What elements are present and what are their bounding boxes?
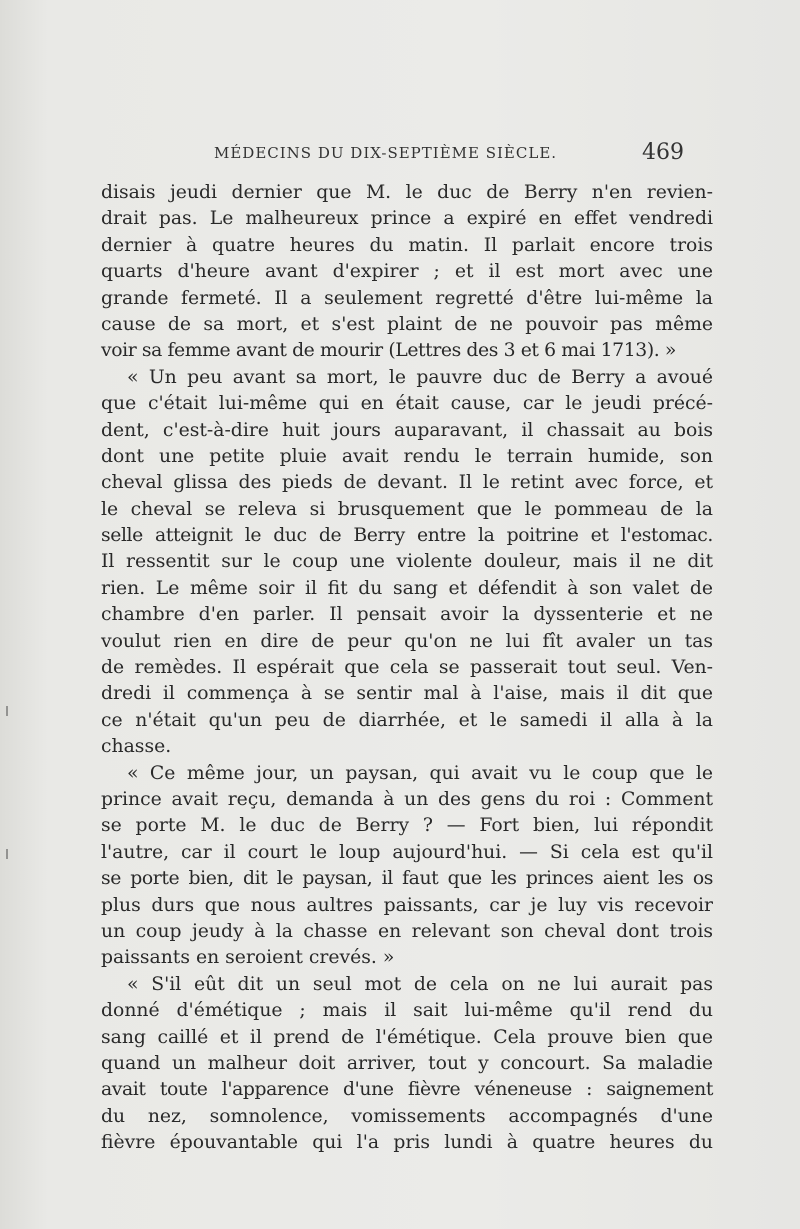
text-line: fièvre épouvantable qui l'a pris lundi à quatre heures du <box>101 1132 713 1154</box>
text-line: « Un peu avant sa mort, le pauvre duc de Berry a avoué <box>127 366 713 388</box>
text-line: se porte M. le duc de Berry ? — Fort bien, lui répondit <box>101 815 713 837</box>
text-line: grande fermeté. Il a seulement regretté d'être lui-même la <box>101 287 713 309</box>
text-line: disais jeudi dernier que M. le duc de Berry n'en revien- <box>101 182 713 203</box>
text-line: drait pas. Le malheureux prince a expiré en effet vendredi <box>101 208 713 230</box>
text-line: avait toute l'apparence d'une fièvre véneneuse : saignement <box>101 1079 713 1101</box>
text-line: se porte bien, dit le paysan, il faut que les princes aient les os <box>101 868 713 890</box>
text-line: voulut rien en dire de peur qu'on ne lui fît avaler un tas <box>101 630 713 652</box>
text-line: « Ce même jour, un paysan, qui avait vu le coup que le <box>127 762 713 784</box>
text-line: chasse. <box>101 736 172 758</box>
text-line: le cheval se releva si brusquement que le pommeau de la <box>101 498 713 520</box>
margin-mark <box>6 849 8 859</box>
text-line: sang caillé et il prend de l'émétique. Cela prouve bien que <box>101 1026 713 1048</box>
text-line: plus durs que nous aultres paissants, car je luy vis recevoir <box>101 894 713 916</box>
text-line: quand un malheur doit arriver, tout y concourt. Sa maladie <box>101 1052 713 1074</box>
text-line: Il ressentit sur le coup une violente douleur, mais il ne dit <box>101 551 713 573</box>
text-line: selle atteignit le duc de Berry entre la poitrine et l'estomac. <box>101 525 713 547</box>
text-line: un coup jeudy à la chasse en relevant son cheval dont trois <box>101 920 713 942</box>
text-line: donné d'émétique ; mais il sait lui-même qu'il rend du <box>101 1000 713 1022</box>
text-line: l'autre, car il court le loup aujourd'hui. — Si cela est qu'il <box>101 841 713 863</box>
text-line: prince avait reçu, demanda à un des gens du roi : Comment <box>101 788 713 810</box>
text-line: dont une petite pluie avait rendu le terrain humide, son <box>101 445 713 467</box>
text-line: cheval glissa des pieds de devant. Il le retint avec force, et <box>101 472 713 494</box>
text-line: chambre d'en parler. Il pensait avoir la dyssenterie et ne <box>101 604 713 626</box>
margin-mark <box>6 706 8 716</box>
text-line: dernier à quatre heures du matin. Il parlait encore trois <box>101 234 713 256</box>
body-text <box>101 180 713 1156</box>
text-line: que c'était lui-même qui en était cause, car le jeudi précé- <box>101 393 713 415</box>
page-number: 469 <box>642 140 684 165</box>
text-line: quarts d'heure avant d'expirer ; et il est mort avec une <box>101 261 713 283</box>
running-title: MÉDECINS DU DIX-SEPTIÈME SIÈCLE. <box>214 144 558 162</box>
text-line: rien. Le même soir il fit du sang et défendit à son valet de <box>101 577 713 599</box>
text-line: de remèdes. Il espérait que cela se passerait tout seul. Ven- <box>101 657 713 679</box>
text-line: « S'il eût dit un seul mot de cela on ne lui aurait pas <box>127 973 713 995</box>
text-line: du nez, somnolence, vomissements accompagnés d'une <box>101 1105 713 1127</box>
page-header <box>214 140 684 170</box>
text-line: paissants en seroient crevés. » <box>101 947 395 969</box>
text-line: voir sa femme avant de mourir (Lettres des 3 et 6 mai 1713). » <box>101 340 676 362</box>
text-line: cause de sa mort, et s'est plaint de ne pouvoir pas même <box>101 313 713 335</box>
text-line: dent, c'est-à-dire huit jours auparavant, il chassait au bois <box>101 419 713 441</box>
text-line: ce n'était qu'un peu de diarrhée, et le samedi il alla à la <box>101 709 713 731</box>
text-line: dredi il commença à se sentir mal à l'aise, mais il dit que <box>101 683 713 705</box>
